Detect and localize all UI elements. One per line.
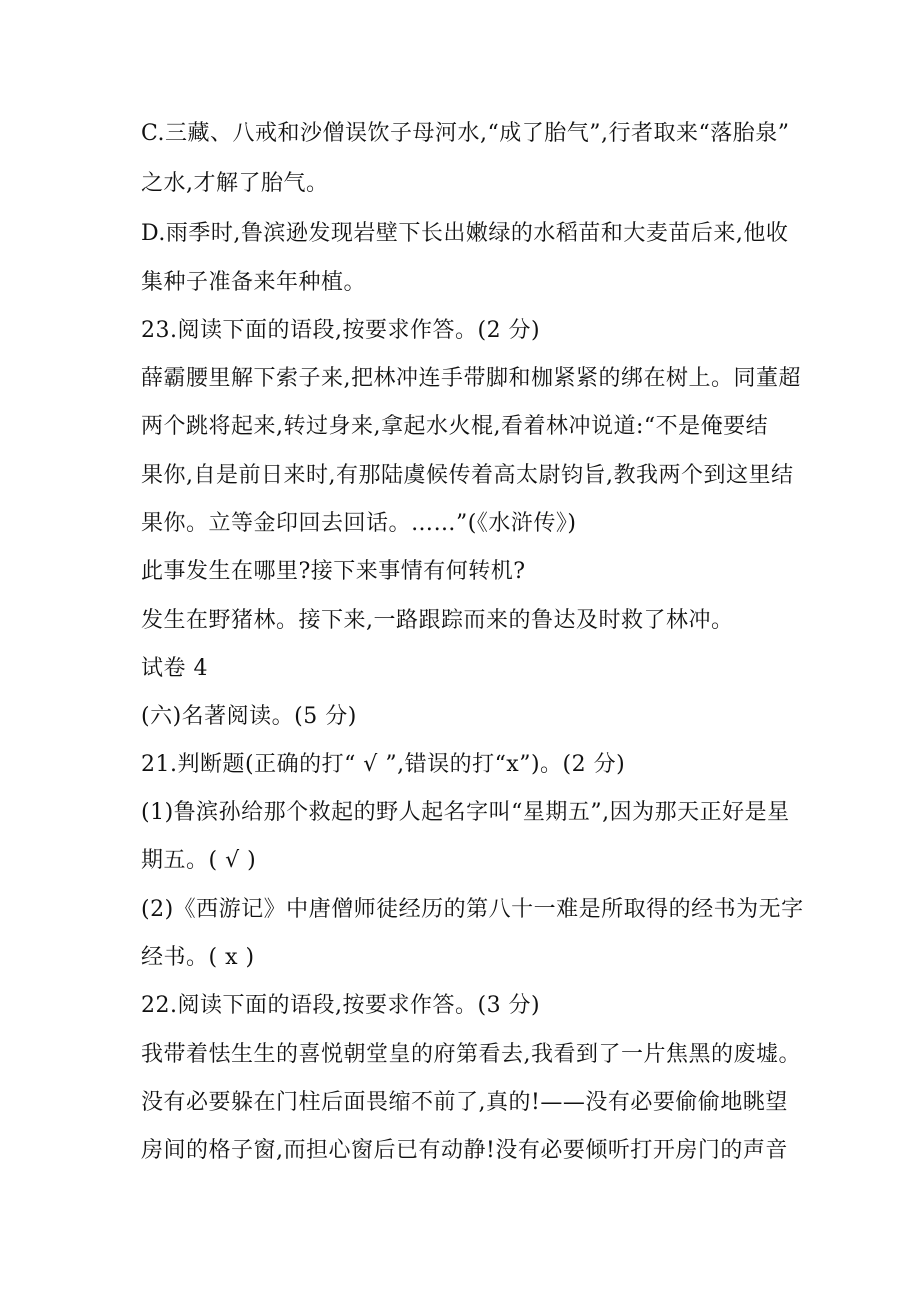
answer-text: 发生在野猪林。接下来,一路跟踪而来的鲁达及时救了林冲。 (141, 608, 734, 633)
question-heading: 21.判断题(正确的打“ √ ”,错误的打“x”)。(2 分) (141, 752, 626, 777)
section-label: 试卷 4 (141, 656, 208, 681)
text-line: 果你。立等金印回去回话。……”(《水浒传》) (141, 511, 577, 536)
text-line: 没有必要躲在门柱后面畏缩不前了,真的!——没有必要偷偷地眺望 (141, 1090, 788, 1115)
text-line: (2)《西游记》中唐僧师徒经历的第八十一难是所取得的经书为无字 (141, 897, 804, 922)
text-line: (1)鲁滨孙给那个救起的野人起名字叫“星期五”,因为那天正好是星 (141, 800, 790, 825)
text-line: 之水,才解了胎气。 (141, 171, 329, 196)
text-line: 薛霸腰里解下索子来,把林冲连手带脚和枷紧紧的绑在树上。同董超 (141, 366, 801, 391)
text-line: 果你,自是前日来时,有那陆虞候传着高太尉钧旨,教我两个到这里结 (141, 463, 794, 488)
text-line: D.雨季时,鲁滨逊发现岩壁下长出嫩绿的水稻苗和大麦苗后来,他收 (141, 221, 789, 246)
text-line: 集种子准备来年种植。 (141, 270, 367, 295)
answer-line: 期五。( √ ) (141, 848, 257, 873)
question-heading: 23.阅读下面的语段,按要求作答。(2 分) (141, 318, 541, 343)
text-line: C.三藏、八戒和沙僧误饮子母河水,“成了胎气”,行者取来“落胎泉” (141, 121, 790, 146)
text-line: 两个跳将起来,转过身来,拿起水火棍,看着林冲说道:“不是俺要结 (141, 414, 769, 439)
section-heading: (六)名著阅读。(5 分) (141, 704, 357, 729)
text-line: 房间的格子窗,而担心窗后已有动静!没有必要倾听打开房门的声音 (141, 1138, 788, 1163)
question-heading: 22.阅读下面的语段,按要求作答。(3 分) (141, 993, 541, 1018)
text-line: 我带着怯生生的喜悦朝堂皇的府第看去,我看到了一片焦黑的废墟。 (141, 1042, 801, 1067)
question-text: 此事发生在哪里?接下来事情有何转机? (141, 559, 526, 584)
answer-line: 经书。( x ) (141, 945, 255, 970)
